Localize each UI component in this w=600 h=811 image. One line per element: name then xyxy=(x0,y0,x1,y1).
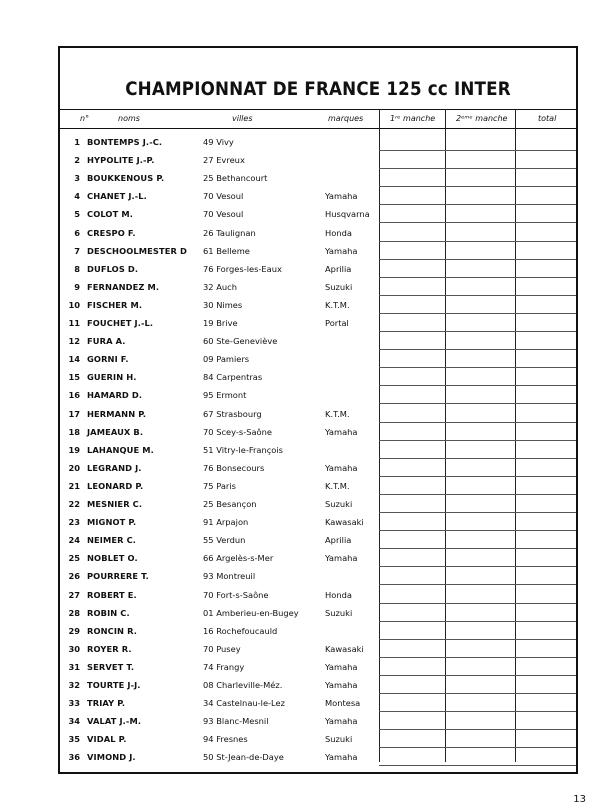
rider-city: 19 Brive xyxy=(203,318,238,328)
score-grid-line xyxy=(379,476,576,477)
score-grid-line xyxy=(379,313,576,314)
rider-number: 31 xyxy=(68,661,80,672)
rider-city: 50 St-Jean-de-Daye xyxy=(203,752,284,763)
rider-number: 17 xyxy=(68,408,80,419)
rider-number: 8 xyxy=(74,263,80,274)
table-row xyxy=(60,731,576,748)
score-grid-line xyxy=(379,440,576,441)
rider-name: BONTEMPS J.-C. xyxy=(87,137,163,147)
table-row xyxy=(60,677,576,694)
rider-city: 25 Bethancourt xyxy=(203,173,268,184)
rider-brand: Yamaha xyxy=(325,245,358,256)
rider-city: 49 Vivy xyxy=(203,137,234,147)
rider-name: TOURTE J-J. xyxy=(87,680,141,690)
score-grid-line xyxy=(379,530,576,531)
score-grid-line xyxy=(379,186,576,187)
rider-brand: K.T.M. xyxy=(325,480,350,491)
rider-number: 28 xyxy=(68,607,80,618)
rider-city: 66 Argelès-s-Mer xyxy=(203,553,274,564)
rider-name: GORNI F. xyxy=(87,354,129,365)
table-row xyxy=(60,297,576,314)
rider-city: 84 Carpentras xyxy=(203,372,263,383)
rider-number: 33 xyxy=(68,698,80,709)
score-grid-line xyxy=(379,385,576,386)
rider-brand: Suzuki xyxy=(325,734,353,745)
rider-number: 12 xyxy=(68,336,80,347)
score-grid-line xyxy=(379,494,576,495)
score-grid-line xyxy=(379,349,576,350)
score-grid-line xyxy=(379,603,576,604)
rider-name: ROBIN C. xyxy=(87,607,130,618)
table-row xyxy=(60,188,576,205)
rider-city: 60 Ste-Geneviève xyxy=(203,336,278,347)
table-row xyxy=(60,478,576,495)
table-row xyxy=(60,587,576,604)
rider-city: 61 Belleme xyxy=(203,245,250,256)
rider-name: DESCHOOLMESTER D xyxy=(87,245,187,256)
table-row xyxy=(60,460,576,477)
rider-number: 34 xyxy=(68,716,80,727)
rider-number: 1 xyxy=(74,137,80,147)
table-row xyxy=(60,659,576,676)
score-grid-line xyxy=(379,295,576,296)
rider-city: 55 Verdun xyxy=(203,535,246,546)
rider-brand: Yamaha xyxy=(325,680,358,690)
rider-name: VIMOND J. xyxy=(87,752,136,763)
col-header-race1: 1ʳᵉ manche xyxy=(390,114,436,123)
rider-name: TRIAY P. xyxy=(87,698,126,709)
score-grid-line xyxy=(379,150,576,151)
rider-city: 25 Besançon xyxy=(203,499,257,509)
table-row xyxy=(60,532,576,549)
score-grid-line xyxy=(379,277,576,278)
rider-brand: Suzuki xyxy=(325,607,353,618)
rider-number: 36 xyxy=(68,752,80,763)
rider-name: MIGNOT P. xyxy=(87,517,137,528)
score-grid-line xyxy=(379,693,576,694)
rider-name: SERVET T. xyxy=(87,661,135,672)
table-row xyxy=(60,225,576,242)
rider-brand: Yamaha xyxy=(325,752,358,763)
rider-number: 23 xyxy=(68,517,80,528)
rider-brand: Suzuki xyxy=(325,499,353,509)
table-row xyxy=(60,206,576,223)
table-row xyxy=(60,496,576,513)
table-row xyxy=(60,351,576,368)
score-grid-line xyxy=(379,204,576,205)
rider-number: 3 xyxy=(74,173,80,184)
rider-name: LAHANQUE M. xyxy=(87,444,154,455)
rider-number: 6 xyxy=(74,227,80,238)
rider-city: 70 Pusey xyxy=(203,643,241,654)
rider-name: LEONARD P. xyxy=(87,480,144,491)
rider-name: VIDAL P. xyxy=(87,734,127,745)
rider-city: 76 Bonsecours xyxy=(203,462,265,473)
rider-number: 27 xyxy=(68,589,80,600)
rider-city: 74 Frangy xyxy=(203,661,245,672)
rider-name: HYPOLITE J.-P. xyxy=(87,155,155,166)
rider-number: 21 xyxy=(68,480,80,491)
rider-name: HERMANN P. xyxy=(87,408,147,419)
rider-brand: Yamaha xyxy=(325,191,358,202)
rider-brand: K.T.M. xyxy=(325,299,350,310)
rider-city: 67 Strasbourg xyxy=(203,408,262,419)
table-row xyxy=(60,550,576,567)
rider-name: DUFLOS D. xyxy=(87,263,139,274)
rider-brand: Yamaha xyxy=(325,553,358,564)
table-row xyxy=(60,514,576,531)
score-grid-line xyxy=(379,729,576,730)
table-row xyxy=(60,623,576,640)
score-grid-line xyxy=(379,566,576,567)
rider-brand: Yamaha xyxy=(325,426,358,437)
rider-number: 24 xyxy=(68,535,80,546)
rider-city: 34 Castelnau-le-Lez xyxy=(203,698,285,709)
rider-city: 70 Scey-s-Saône xyxy=(203,426,272,437)
rider-brand: Kawasaki xyxy=(325,517,364,528)
score-grid-line xyxy=(379,168,576,169)
rider-name: GUERIN H. xyxy=(87,372,137,383)
rider-name: RONCIN R. xyxy=(87,625,137,636)
rider-brand: Kawasaki xyxy=(325,643,364,654)
table-row xyxy=(60,261,576,278)
page-number: 13 xyxy=(573,794,586,805)
table-row xyxy=(60,568,576,585)
page-title: CHAMPIONNAT DE FRANCE 125 cc INTER xyxy=(125,78,511,100)
rider-name: NOBLET O. xyxy=(87,553,138,564)
col-header-city: villes xyxy=(232,114,253,123)
rider-number: 14 xyxy=(68,354,80,365)
rider-brand: Montesa xyxy=(325,698,361,709)
col-header-name: noms xyxy=(118,114,140,123)
rider-city: 70 Vesoul xyxy=(203,191,244,202)
score-grid-line xyxy=(379,711,576,712)
score-grid-line xyxy=(379,241,576,242)
col-header-num: n° xyxy=(80,114,90,123)
rider-city: 08 Charleville-Méz. xyxy=(203,680,283,690)
score-grid-line xyxy=(379,367,576,368)
score-grid-line xyxy=(379,639,576,640)
score-grid-line xyxy=(379,259,576,260)
rider-city: 76 Forges-les-Eaux xyxy=(203,263,282,274)
table-row xyxy=(60,442,576,459)
rider-name: ROYER R. xyxy=(87,643,132,654)
rider-number: 30 xyxy=(68,643,80,654)
table-row xyxy=(60,333,576,350)
table-row xyxy=(60,152,576,169)
score-grid-line xyxy=(379,422,576,423)
rider-city: 51 Vitry-le-François xyxy=(203,444,284,455)
score-grid-line xyxy=(379,675,576,676)
rider-name: HAMARD D. xyxy=(87,390,143,401)
table-row xyxy=(60,134,576,151)
rider-name: FERNANDEZ M. xyxy=(87,281,160,292)
score-grid-line xyxy=(379,458,576,459)
rider-number: 35 xyxy=(68,734,80,745)
rider-number: 18 xyxy=(68,426,80,437)
rider-number: 25 xyxy=(68,553,80,564)
rider-brand: Yamaha xyxy=(325,661,358,672)
score-grid-line xyxy=(379,403,576,404)
rider-brand: Aprilia xyxy=(325,535,352,546)
rider-name: MESNIER C. xyxy=(87,499,143,509)
rider-brand: Suzuki xyxy=(325,281,353,292)
score-grid-line xyxy=(379,765,576,766)
rider-city: 27 Evreux xyxy=(203,155,245,166)
rider-brand: Yamaha xyxy=(325,462,358,473)
rider-number: 2 xyxy=(74,155,80,166)
rider-city: 30 Nimes xyxy=(203,299,243,310)
col-header-total: total xyxy=(538,114,557,123)
table-row xyxy=(60,424,576,441)
score-grid-line xyxy=(379,657,576,658)
rider-name: VALAT J.-M. xyxy=(87,716,142,727)
table-row xyxy=(60,605,576,622)
rider-name: BOUKKENOUS P. xyxy=(87,173,165,184)
score-grid-line xyxy=(379,548,576,549)
rider-name: FISCHER M. xyxy=(87,299,143,310)
rider-number: 19 xyxy=(68,444,80,455)
score-grid-line xyxy=(379,621,576,622)
table-row xyxy=(60,243,576,260)
rider-name: LEGRAND J. xyxy=(87,462,142,473)
rider-number: 4 xyxy=(74,191,80,202)
table-row xyxy=(60,641,576,658)
rider-name: FOUCHET J.-L. xyxy=(87,318,154,328)
rider-city: 26 Taulignan xyxy=(203,227,256,238)
score-grid-line xyxy=(379,747,576,748)
rider-city: 93 Blanc-Mesnil xyxy=(203,716,269,727)
rider-city: 09 Pamiers xyxy=(203,354,250,365)
score-grid-line xyxy=(379,512,576,513)
rider-number: 7 xyxy=(74,245,80,256)
rider-brand: Honda xyxy=(325,227,352,238)
table-row xyxy=(60,170,576,187)
rider-name: CHANET J.-L. xyxy=(87,191,147,202)
rider-name: FURA A. xyxy=(87,336,126,347)
rider-city: 01 Amberieu-en-Bugey xyxy=(203,607,299,618)
rider-name: COLOT M. xyxy=(87,209,133,220)
table-row xyxy=(60,713,576,730)
rider-name: CRESPO F. xyxy=(87,227,136,238)
rider-number: 9 xyxy=(74,281,80,292)
rider-number: 20 xyxy=(68,462,80,473)
table-row xyxy=(60,279,576,296)
col-header-race2: 2ᵉᵐᵉ manche xyxy=(456,114,508,123)
rider-number: 16 xyxy=(68,390,80,401)
rider-city: 32 Auch xyxy=(203,281,237,292)
rider-number: 29 xyxy=(68,625,80,636)
rider-name: ROBERT E. xyxy=(87,589,137,600)
rider-brand: Yamaha xyxy=(325,716,358,727)
header-bottom-rule xyxy=(60,128,576,129)
rider-name: POURRERE T. xyxy=(87,571,149,582)
rider-number: 32 xyxy=(68,680,80,690)
rider-city: 75 Paris xyxy=(203,480,236,491)
score-grid-line xyxy=(379,222,576,223)
rider-city: 94 Fresnes xyxy=(203,734,248,745)
rider-city: 70 Vesoul xyxy=(203,209,244,220)
rider-city: 70 Fort-s-Saône xyxy=(203,589,269,600)
rider-number: 22 xyxy=(68,499,80,509)
rider-city: 95 Ermont xyxy=(203,390,247,401)
table-row xyxy=(60,387,576,404)
rider-brand: K.T.M. xyxy=(325,408,350,419)
rider-city: 91 Arpajon xyxy=(203,517,249,528)
table-row xyxy=(60,369,576,386)
rider-brand: Honda xyxy=(325,589,352,600)
rider-number: 10 xyxy=(68,299,80,310)
rider-number: 26 xyxy=(68,571,80,582)
rider-number: 11 xyxy=(68,318,80,328)
rider-name: NEIMER C. xyxy=(87,535,137,546)
table-row xyxy=(60,695,576,712)
rider-city: 16 Rochefoucauld xyxy=(203,625,278,636)
rider-brand: Portal xyxy=(325,318,349,328)
rider-brand: Aprilia xyxy=(325,263,352,274)
table-row xyxy=(60,315,576,332)
score-grid-line xyxy=(379,584,576,585)
table-row xyxy=(60,406,576,423)
rider-number: 15 xyxy=(68,372,80,383)
rider-number: 5 xyxy=(74,209,80,220)
rider-brand: Husqvarna xyxy=(325,209,370,220)
rider-city: 93 Montreuil xyxy=(203,571,256,582)
score-grid-line xyxy=(379,331,576,332)
table-row xyxy=(60,749,576,766)
col-header-brand: marques xyxy=(328,114,364,123)
header-top-rule xyxy=(60,109,576,110)
rider-name: JAMEAUX B. xyxy=(87,426,144,437)
